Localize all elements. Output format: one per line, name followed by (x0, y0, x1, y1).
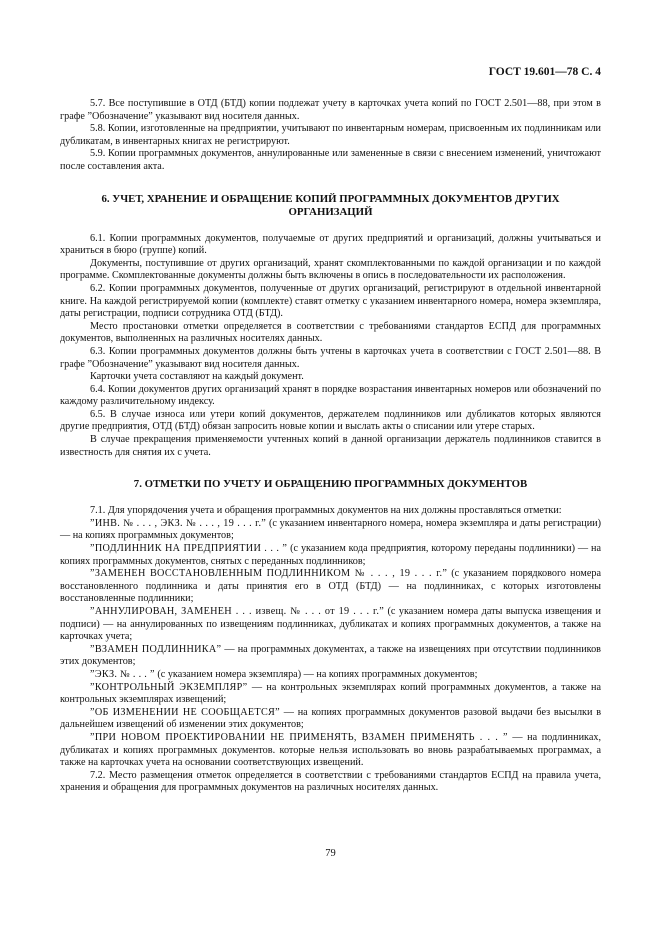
mark-description: (с указанием кода предприятия, которому переданы подлинники) — на копиях программных документов, снятых с переданных подлинников; (60, 543, 601, 567)
mark-item (60, 669, 601, 682)
mark-item (60, 682, 601, 707)
mark-label: ”ВЗАМЕН ПОДЛИННИКА” (90, 643, 222, 655)
mark-item (60, 732, 601, 770)
paragraph-5-9: 5.9. Копии программных документов, аннулированные или замененные в связи с внесением изменений, уничтожают после составления акта. (60, 148, 601, 172)
paragraph-7-2: 7.2. Место размещения отметок определяется в соответствии с требованиями стандартов ЕСПД на правила учета, хранения и обращения для программных документов на различных носителях данных. (60, 769, 601, 794)
document-body (60, 98, 601, 795)
section-7-heading: 7. ОТМЕТКИ ПО УЧЕТУ И ОБРАЩЕНИЮ ПРОГРАММНЫХ ДОКУМЕНТОВ (133, 478, 528, 491)
paragraph-6-3: 6.3. Копии программных документов должны быть учтены в карточках учета в соответствии с ГОСТ 2.501—88. В графе ”Обозначение” указывают вид носителя данных. (60, 345, 601, 370)
mark-description: — на копиях программных документов разовой выдачи без высылки в дальнейшем извещений об изменении этих документов; (60, 706, 602, 731)
mark-label: ”КОНТРОЛЬНЫЙ ЭКЗЕМПЛЯР” (90, 681, 248, 693)
paragraph-5-7: 5.7. Все поступившие в ОТД (БТД) копии подлежат учету в карточках учета копий по ГОСТ 2.501—88, при этом в графе ”Обозначение” указывают вид носителя данных. (60, 98, 601, 122)
mark-item (60, 543, 601, 568)
paragraph-6-3b: Карточки учета составляют на каждый документ. (90, 371, 304, 383)
mark-label: ”ОБ ИЗМЕНЕНИИ НЕ СООБЩАЕТСЯ” (90, 706, 280, 718)
paragraph-6-2: 6.2. Копии программных документов, полученные от других организаций, регистрируют в отдельной инвентарной книге. На каждой регистрируемой копии (комплекте) ставят отметку с указанием инвентарного номера, номера экземпляра, даты регистрации, подписи сотрудника ОТД (БТД). (60, 282, 601, 320)
mark-description: — на подлинниках, дубликатах и копиях программных документов. которые нельзя использовать во вновь разрабатываемых программах, а также на карточках учета на основании соответствующих извещений. (60, 731, 601, 769)
page-number: 79 (325, 848, 336, 859)
paragraph-7-1: 7.1. Для упорядочения учета и обращения программных документов на них должны проставляться отметки: (90, 505, 562, 517)
mark-item (60, 606, 601, 644)
mark-description: — на контрольных экземплярах копий программных документов, а также на контрольных экземплярах извещений; (60, 681, 601, 706)
mark-item (60, 518, 601, 543)
paragraph-6-1b: Документы, поступившие от других организаций, хранят скомплектованными по каждой организации и по каждой программе. Скомплектованные документы должны быть включены в опись в последовательности их расположения. (60, 257, 601, 282)
paragraph-6-5: 6.5. В случае износа или утери копий документов, держателем подлинников или дубликатов которых являются другие предприятия, ОТД (БТД) обязан запросить новые копии и выслать акты о списании или утере старых. (60, 408, 601, 433)
paragraph-6-4: 6.4. Копии документов других организаций хранят в порядке возрастания инвентарных номеров или обозначений по каждому различительному индексу. (60, 383, 601, 408)
paragraph-6-5b: В случае прекращения применяемости учтенных копий в данной организации держатель подлинников ставится в известность для снятия их с учета. (60, 434, 601, 458)
mark-label: ”ПОДЛИННИК НА ПРЕДПРИЯТИИ . . . ” (90, 543, 288, 555)
paragraph-5-8: 5.8. Копии, изготовленные на предприятии, учитывают по инвентарным номерам, присвоенным их подлинникам или дубликатам, в инвентарных книгах не регистрируют. (60, 123, 601, 147)
mark-item (60, 707, 601, 732)
mark-label: ”ЭКЗ. № . . . ” (90, 668, 155, 680)
mark-description: (с указанием номера экземпляра) — на копиях программных документов; (154, 668, 478, 680)
mark-item (60, 644, 601, 669)
standard-header: ГОСТ 19.601—78 С. 4 (488, 66, 601, 78)
mark-description: (с указанием порядкового номера восстановленного подлинника и даты принятия его в ОТД (БТД) — на подлинниках, с которых изготовлены восстановленные подлинники; (60, 568, 601, 605)
mark-label: ”ПРИ НОВОМ ПРОЕКТИРОВАНИИ НЕ ПРИМЕНЯТЬ, ВЗАМЕН ПРИМЕНЯТЬ . . . ” (90, 731, 508, 743)
paragraph-6-1: 6.1. Копии программных документов, получаемые от других предприятий и организаций, должны учитываться и храниться в бюро (группе) копий. (60, 232, 601, 257)
mark-description: — на программных документах, а также на извещениях при отсутствии подлинников этих документов; (60, 643, 601, 668)
mark-label: ”ИНВ. № . . . , ЭКЗ. № . . . , 19 . . . г.” (90, 517, 267, 529)
mark-description: (с указанием номера даты выпуска извещения и подписи) — на аннулированных по извещениям подлинниках, дубликатах и копиях программных документов, а также на карточках учета; (60, 606, 601, 643)
section-6-heading: 6. УЧЕТ, ХРАНЕНИЕ И ОБРАЩЕНИЕ КОПИЙ ПРОГРАММНЫХ ДОКУМЕНТОВ ДРУГИХ ОРГАНИЗАЦИЙ (101, 192, 560, 218)
paragraph-6-2b: Место простановки отметки определяется в соответствии с требованиями стандартов ЕСПД для программных документов, выполненных на различных носителях данных. (60, 320, 601, 345)
mark-label: ”ЗАМЕНЕН ВОССТАНОВЛЕННЫМ ПОДЛИННИКОМ № . . . , 19 . . . г.” (90, 568, 448, 580)
mark-description: (с указанием инвентарного номера, номера экземпляра и даты регистрации) — на копиях программных документов; (60, 517, 601, 542)
mark-label: ”АННУЛИРОВАН, ЗАМЕНЕН . . . извещ. № . . . от 19 . . . г.” (90, 606, 385, 617)
mark-item (60, 568, 601, 606)
